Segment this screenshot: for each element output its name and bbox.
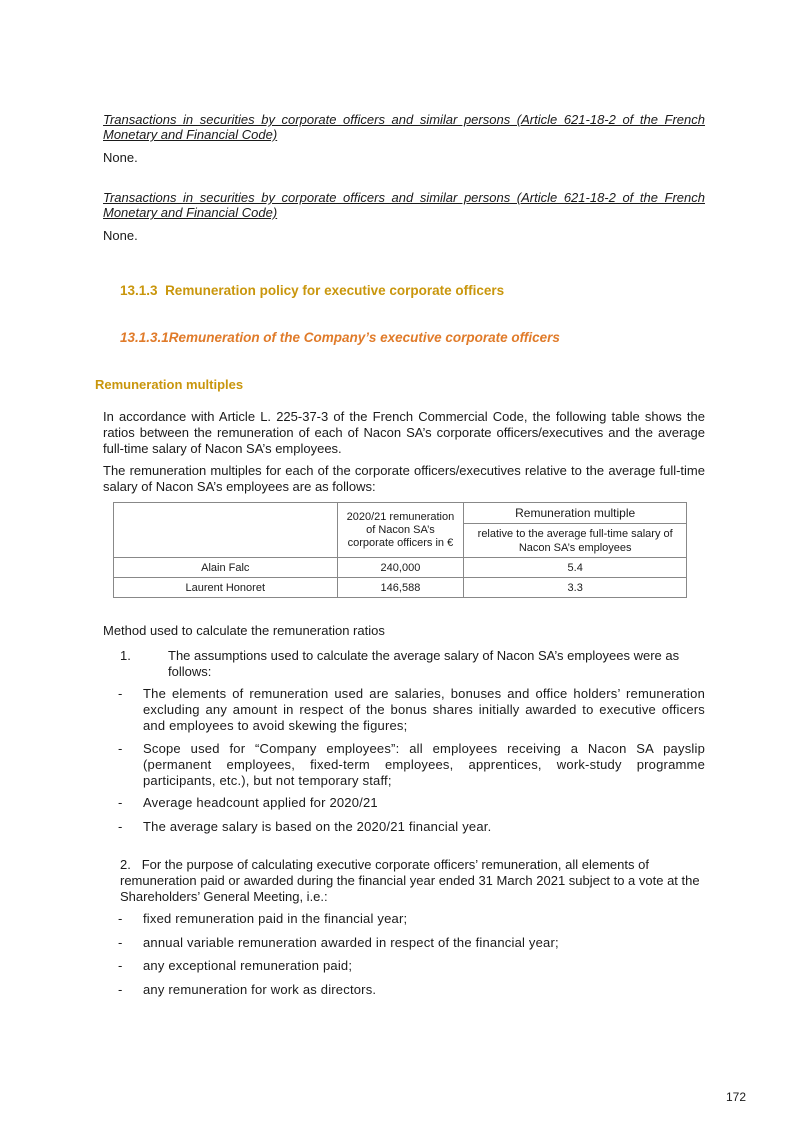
page-number: 172	[725, 1090, 746, 1104]
table-cell-remuneration: 240,000	[337, 558, 464, 578]
list-item: any exceptional remuneration paid;	[143, 958, 353, 973]
transactions-title-2: Transactions in securities by corporate officers and similar persons (Article 621-18-2 of the French Monetary and Financial Code)	[103, 190, 705, 220]
point-2-number: 2.	[120, 857, 131, 872]
subheading-remuneration-multiples: Remuneration multiples	[95, 377, 244, 392]
section-heading-13-1-3	[120, 283, 504, 298]
bullet-marker: -	[118, 911, 123, 926]
list-item: Average headcount applied for 2020/21	[143, 795, 378, 810]
bullet-marker: -	[118, 935, 123, 950]
point-1-text: The assumptions used to calculate the average salary of Nacon SA’s employees were as follows:	[168, 648, 680, 679]
intro-paragraph: In accordance with Article L. 225-37-3 of the French Commercial Code, the following table shows the ratios between the remuneration of each of Nacon SA’s corporate officers/executives and the average full-time salary of Nacon SA’s employees.	[103, 409, 705, 456]
remuneration-table	[113, 502, 687, 598]
bullet-marker: -	[118, 741, 123, 756]
table-cell-multiple: 5.4	[464, 558, 687, 578]
subsection-number: 13.1.3.1	[120, 330, 169, 345]
multiples-paragraph: The remuneration multiples for each of the corporate officers/executives relative to the average full-time salary of Nacon SA’s employees are as follows:	[103, 463, 705, 494]
section-number: 13.1.3	[120, 283, 158, 298]
bullet-marker: -	[118, 982, 123, 997]
bullet-marker: -	[118, 795, 123, 810]
table-row	[114, 558, 687, 578]
list-item: any remuneration for work as directors.	[143, 982, 377, 997]
table-header-multiple: Remuneration multiple	[464, 503, 687, 524]
table-cell-name: Laurent Honoret	[114, 578, 338, 598]
transactions-body-1: None.	[103, 150, 138, 165]
point-1-number: 1.	[120, 648, 131, 663]
list-item: The average salary is based on the 2020/21 financial year.	[143, 819, 492, 834]
point-2	[120, 857, 700, 905]
section-title: Remuneration policy for executive corporate officers	[165, 283, 505, 298]
point-2-text: For the purpose of calculating executive corporate officers’ remuneration, all elements of remuneration paid or awarded during the financial year ended 31 March 2021 subject to a vote at the Shareholders’ General Meeting, i.e.:	[120, 857, 700, 904]
table-header-remuneration: 2020/21 remuneration of Nacon SA’s corporate officers in €	[337, 503, 464, 558]
list-item: Scope used for “Company employees”: all employees receiving a Nacon SA payslip (permanent employees, fixed-term employees, apprentices, work-study programme participants, etc.), but not temporary staff;	[143, 741, 705, 788]
table-corner-cell	[114, 503, 338, 558]
bullet-marker: -	[118, 958, 123, 973]
transactions-body-2: None.	[103, 228, 138, 243]
table-cell-name: Alain Falc	[114, 558, 338, 578]
method-title: Method used to calculate the remuneration ratios	[103, 623, 385, 638]
bullet-marker: -	[118, 819, 123, 834]
table-cell-multiple: 3.3	[464, 578, 687, 598]
section-heading-13-1-3-1	[120, 330, 560, 345]
bullet-marker: -	[118, 686, 123, 701]
subsection-title: Remuneration of the Company’s executive corporate officers	[168, 330, 560, 345]
list-item: The elements of remuneration used are salaries, bonuses and office holders’ remuneration excluding any amount in respect of the bonus shares initially awarded to executive officers and employees to avoid skewing the figures;	[143, 686, 705, 733]
table-subheader-multiple: relative to the average full-time salary of Nacon SA’s employees	[464, 524, 687, 558]
table-cell-remuneration: 146,588	[337, 578, 464, 598]
table-row	[114, 578, 687, 598]
list-item: annual variable remuneration awarded in respect of the financial year;	[143, 935, 559, 950]
transactions-title-1: Transactions in securities by corporate officers and similar persons (Article 621-18-2 of the French Monetary and Financial Code)	[103, 112, 705, 142]
list-item: fixed remuneration paid in the financial year;	[143, 911, 408, 926]
